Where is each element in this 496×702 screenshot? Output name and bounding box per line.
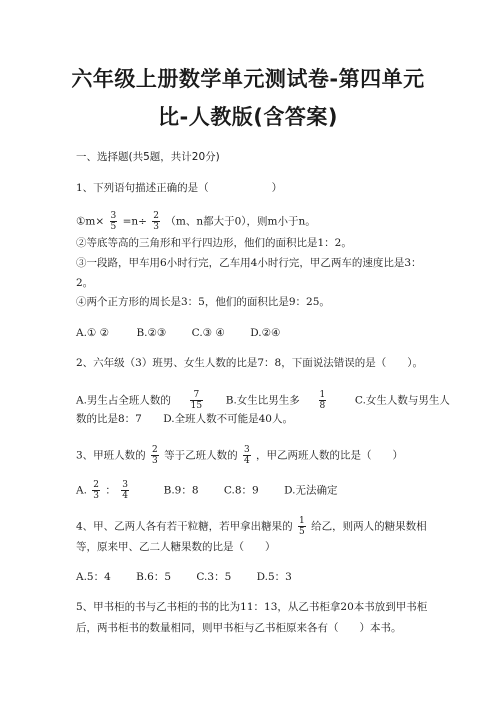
fraction-numerator: 1 xyxy=(319,390,326,400)
fraction-numerator: 3 xyxy=(110,211,117,221)
q2-options-line1 xyxy=(76,390,450,411)
fraction-denominator: 15 xyxy=(190,401,203,411)
fraction-numerator: 2 xyxy=(153,211,160,221)
fraction-denominator: 5 xyxy=(110,222,117,232)
fraction-numerator: 2 xyxy=(152,445,158,455)
q1-choice-d: D.②④ xyxy=(250,327,281,339)
q1-choice-b: B.②③ xyxy=(136,327,167,339)
q3-choice-c: C.8：9 xyxy=(223,484,259,497)
q3-choice-a-fraction-2 xyxy=(121,480,129,501)
fraction-denominator: 4 xyxy=(122,491,128,501)
q4-suffix: 给乙，则两人的糖果数相 xyxy=(311,520,427,533)
q4-choice-a: A.5：4 xyxy=(76,571,111,583)
fraction-denominator: 3 xyxy=(153,222,160,232)
fraction-numerator: 2 xyxy=(93,480,99,490)
q4-stem-line2: 等，原来甲、乙二人糖果数的比是（ ） xyxy=(76,541,276,553)
q1-stem: 1、下列语句描述正确的是（ ） xyxy=(76,182,283,194)
q4-choices xyxy=(76,570,428,584)
page-title-line1: 六年级上册数学单元测试卷-第四单元 xyxy=(71,67,425,91)
q3-suffix: ，甲乙两班人数的比是（ ） xyxy=(256,449,404,462)
q5-stem-line1: 5、甲书柜的书与乙书柜的书的比为11：13，从乙书柜拿20本书放到甲书柜 xyxy=(76,601,428,613)
q3-prefix: 3、甲班人数的 xyxy=(76,449,146,462)
page-title-line2: 比-人教版(含答案) xyxy=(158,105,338,129)
q3-choice-a-fraction-1 xyxy=(92,480,100,501)
section-heading: 一、选择题(共5题，共计20分) xyxy=(76,151,220,163)
q3-choice-a-prefix: A. xyxy=(76,484,87,497)
q2-option-b-fraction xyxy=(319,390,327,411)
q1-opt1-fraction-1 xyxy=(110,211,118,232)
q1-option-3-line2: 2。 xyxy=(76,277,94,289)
q4-choice-b: B.6：5 xyxy=(136,571,172,583)
q1-option-1 xyxy=(76,211,428,232)
fraction-denominator: 8 xyxy=(319,401,326,411)
q4-stem-line1 xyxy=(76,516,428,537)
fraction-denominator: 3 xyxy=(152,456,158,466)
q4-choice-c: C.3：5 xyxy=(196,571,232,583)
q3-fraction-2 xyxy=(243,445,251,466)
q4-choice-d: D.5：3 xyxy=(256,571,292,583)
q3-fraction-1 xyxy=(151,445,159,466)
q4-prefix: 4、甲、乙两人各有若干粒糖，若甲拿出糖果的 xyxy=(76,520,293,533)
q1-option-2: ②等底等高的三角形和平行四边形，他们的面积比是1：2。 xyxy=(76,237,352,249)
q1-choices xyxy=(76,326,428,340)
fraction-numerator: 1 xyxy=(299,516,305,526)
fraction-numerator: 3 xyxy=(243,445,250,455)
q2-option-a-fraction xyxy=(190,390,203,411)
q3-choice-d: D.无法确定 xyxy=(284,484,338,497)
fraction-denominator: 4 xyxy=(243,456,250,466)
q2-option-c-part1: C.女生人数与男生人 xyxy=(354,394,450,407)
q2-option-b-prefix: B.女生比男生多 xyxy=(225,394,300,407)
q3-stem xyxy=(76,445,428,466)
q2-stem: 2、六年级（3）班男、女生人数的比是7：8，下面说法错误的是（ ）。 xyxy=(76,357,423,369)
fraction-denominator: 5 xyxy=(299,527,305,537)
q3-choice-a-colon: ： xyxy=(105,484,116,497)
q2-options-line2 xyxy=(76,412,428,426)
q1-option-4: ④两个正方形的周长是3：5，他们的面积比是9：25。 xyxy=(76,296,330,308)
q1-option-3-line1: ③一段路，甲车用6小时行完，乙车用4小时行完，甲乙两车的速度比是3： xyxy=(76,257,422,269)
fraction-denominator: 3 xyxy=(93,491,99,501)
q1-choice-a: A.① ② xyxy=(76,327,110,339)
fraction-numerator: 7 xyxy=(190,390,203,401)
q4-fraction xyxy=(298,516,306,537)
q2-option-d: D.全班人数不可能是40人。 xyxy=(163,413,293,425)
q1-choice-c: C.③ ④ xyxy=(191,327,225,339)
q3-mid: 等于乙班人数的 xyxy=(164,449,238,462)
q3-choice-b: B.9：8 xyxy=(163,484,199,497)
q5-stem-line2: 后，两书柜书的数量相同，则甲书柜与乙书柜原来各有（ ）本书。 xyxy=(76,622,402,634)
q3-choices xyxy=(76,480,428,501)
q2-option-c-part2: 数的比是8：7 xyxy=(76,413,142,425)
q1-opt1-fraction-2 xyxy=(152,211,160,232)
fraction-numerator: 3 xyxy=(122,480,128,490)
q2-option-a-prefix: A.男生占全班人数的 xyxy=(76,394,171,407)
q1-opt1-mid: =n÷ xyxy=(122,215,147,228)
q1-opt1-prefix: ①m× xyxy=(76,215,105,228)
q1-opt1-suffix: （m、n都大于0），则m小于n。 xyxy=(165,215,316,228)
